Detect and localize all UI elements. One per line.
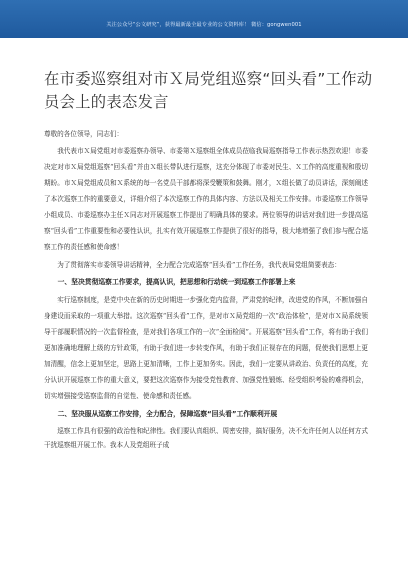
- body-paragraph: 实行巡察制度，是党中央在新的历史时期进一步强化党内监督，严肃党的纪律，改进党的作风，不断加强自身建设而采取的一项重大举措。这次巡察“回头看”工作，是对市Ｘ局党组的一次“政治体检”，是对市Ｘ局系统领导干部履职情况的一次监督检查，是对我们各项工作的一次“全面检阅”。开展巡察“回头看”工作，将有助于我们更加准确地理解上级的方针政策，有助于我们进一步转变作风，有助于我们正视存在的问题，促使我们思想上更加清醒，信念上更加坚定，思路上更加清晰，工作上更加务实。因此，我们一定要从讲政治、负责任的高度，充分认识开展巡察工作的重大意义，要把这次巡察作为接受党性教育、加强党性锻炼、经受组织考验的难得机会，切实增强接受巡察监督的自觉性、使命感和责任感。: [44, 296, 368, 400]
- body-paragraph: 我代表市Ｘ局党组对市委巡察办领导、市委第Ｘ巡察组全体成员莅临我局巡察指导工作表示热烈欢迎！市委决定对市Ｘ局党组巡察“回头看”并由Ｘ组长带队进行巡察，这充分体现了市委对民生、Ｘ工作的高度重视和殷切期盼。市Ｘ局党组成员和Ｘ系统的每一名党员干部都将深受鞭策和鼓舞。刚才，Ｘ组长做了动员讲话，深刻阐述了本次巡察工作的重要意义，详细介绍了本次巡察工作的具体内容、方法以及相关工作安排。市委巡察工作领导小组成员、市委巡察办主任Ｘ同志对开展巡察工作提出了明确具体的要求。两位领导的讲话对我们进一步提高巡察“回头看”工作重要性和必要性认识，扎实有效开展巡察工作提供了很好的指导，极大地增强了我们参与配合巡察工作的责任感和使命感！: [44, 147, 368, 251]
- promo-text: 关注公众号“公文研究”，获得最新最全最专业的公文资料库！ 微信：gongwen001: [106, 22, 302, 28]
- section-heading: 二、坚决服从巡察工作安排，全力配合，保障巡察“回头看”工作顺利开展: [57, 410, 278, 418]
- promo-banner: [0, 0, 408, 38]
- body-paragraph: 巡察工作具有很强的政治性和纪律性。我们要认真组织、周密安排，搞好服务，决不允许任何人以任何方式干扰巡察组开展工作。我本人及党组班子成: [44, 427, 368, 449]
- salutation: 尊敬的各位领导，同志们：: [44, 130, 124, 138]
- document-title: 在市委巡察组对市Ｘ局党组巡察“回头看”工作动员会上的表态发言: [44, 70, 373, 111]
- body-paragraph: 为了贯彻落实市委领导讲话精神，全力配合完成巡察“回头看”工作任务，我代表局党组简要表态：: [57, 261, 341, 269]
- section-heading: 一、坚决贯彻巡察工作要求，提高认识，把思想和行动统一到巡察工作部署上来: [57, 278, 296, 286]
